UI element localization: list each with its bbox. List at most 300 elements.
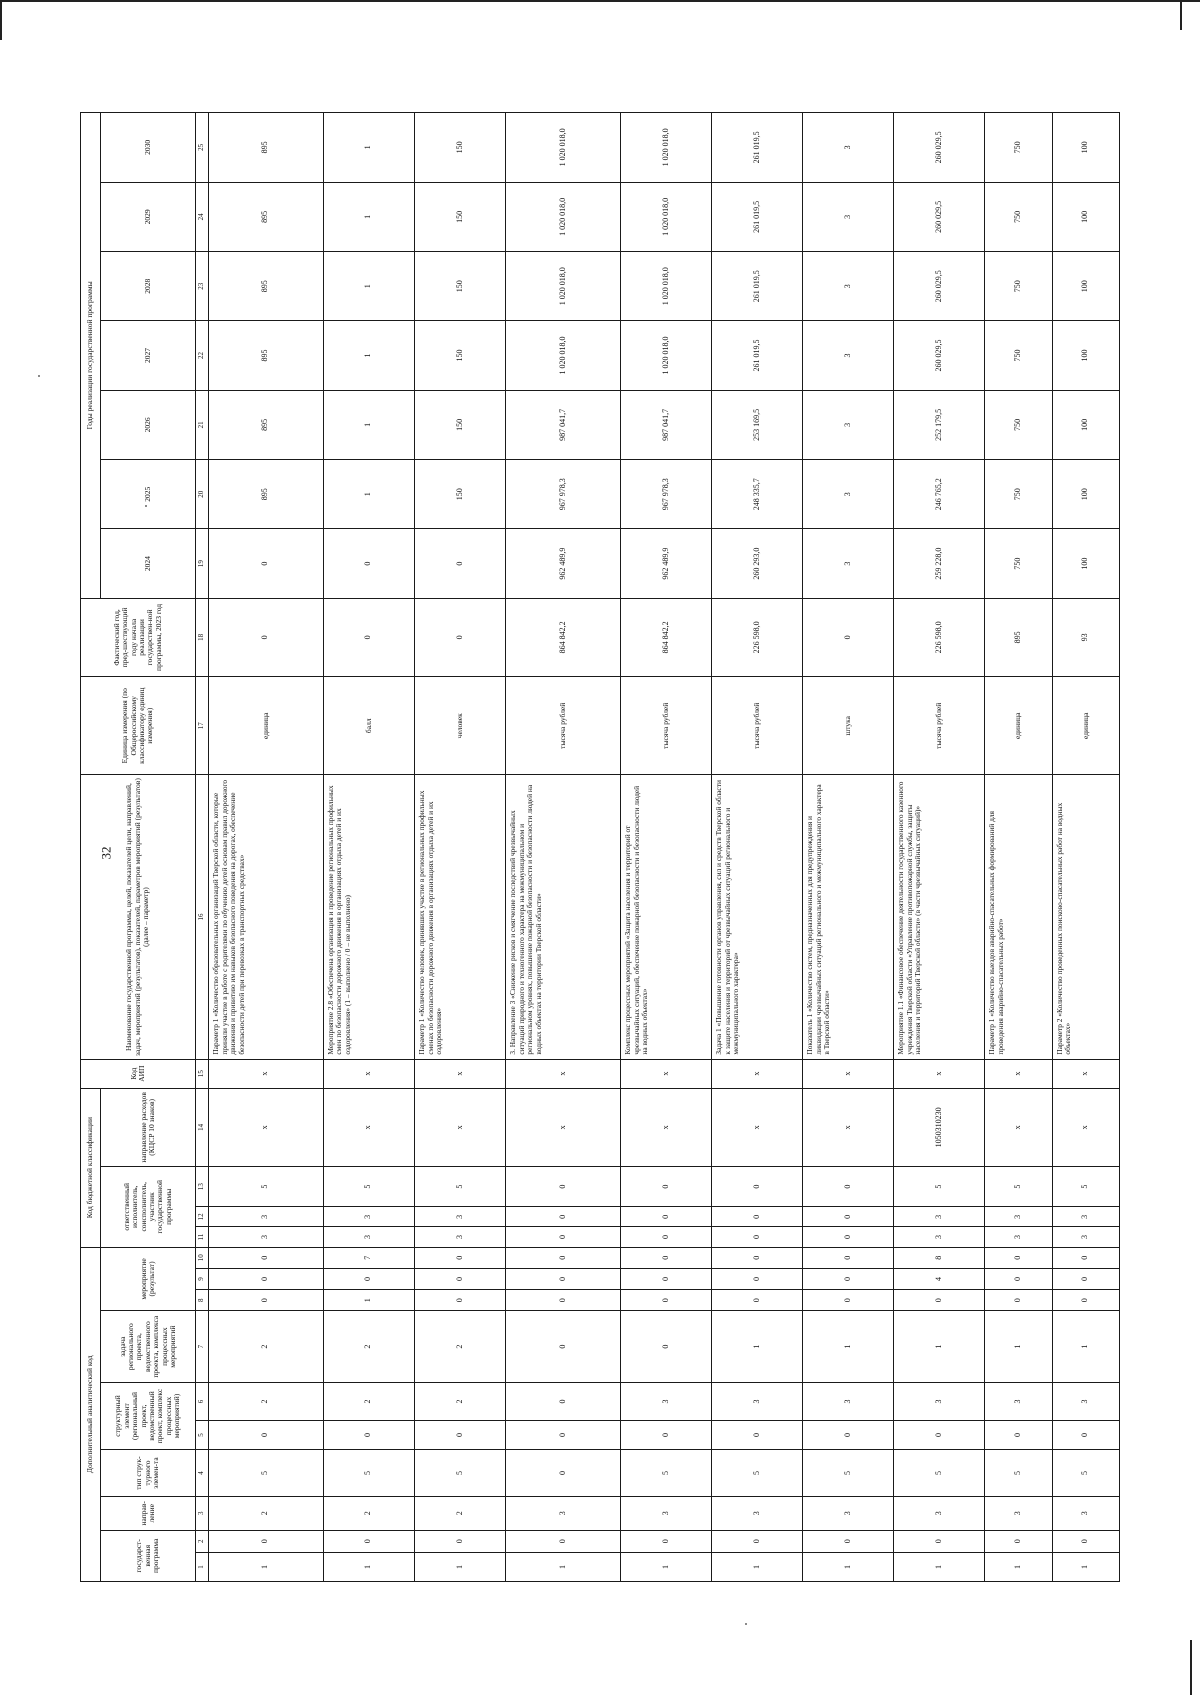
year-value-cell: 750 [985,182,1052,251]
aip-code: x [1052,1059,1119,1088]
measure-code-3: 0 [209,1247,324,1268]
executor-header: ответственный исполнитель, соисполнитель, участник государственной программы [101,1167,196,1248]
structure-element-code: 0 [985,1420,1052,1449]
executor-code-1: 3 [209,1227,324,1247]
year-value-cell: 150 [415,390,506,459]
year-value-cell: 261 019,5 [712,252,803,321]
structure-type-code: 5 [1052,1450,1119,1497]
direction-header: направ-ление [101,1497,196,1531]
column-number: 10 [196,1247,209,1268]
task-code: 0 [506,1311,621,1383]
year-value-cell: 1 [323,182,414,251]
gp-code-2: 0 [506,1530,621,1552]
gp-code-2: 0 [209,1530,324,1552]
task-code: 1 [894,1311,985,1383]
unit-cell: тысяча рублей [621,677,712,775]
executor-code-2: 3 [323,1207,414,1227]
year-header: 2024 [101,529,196,598]
year-value-cell: 895 [209,390,324,459]
measure-code-3: 0 [1052,1247,1119,1268]
item-name: 3. Направление 3 «Снижение рисков и смягчение последствий чрезвычайных ситуаций природного и техногенного характера на межмуниципальном и региональном уровнях, повышение пожарной безопасности и безопасности людей на водных объектах на территории Тверской области» [506,775,621,1059]
gp-code-2: 0 [712,1530,803,1552]
expense-direction-code: x [803,1088,894,1166]
table-row [894,113,985,1582]
column-number: 18 [196,598,209,676]
executor-code-1: 3 [894,1227,985,1247]
measure-code-2: 4 [894,1268,985,1289]
table-row [712,113,803,1582]
measure-code-3: 7 [323,1247,414,1268]
structure-element-code: 0 [209,1420,324,1449]
year-value-cell: 100 [1052,113,1119,183]
structure-element-code: 0 [803,1420,894,1449]
actual-2023-cell: 864 842,2 [621,598,712,676]
executor-code-1: 3 [415,1227,506,1247]
expense-direction-code: x [506,1088,621,1166]
executor-code-3: 5 [323,1167,414,1207]
year-value-cell: 1 020 018,0 [621,252,712,321]
year-value-cell: 260 029,5 [894,182,985,251]
aip-code: x [415,1059,506,1088]
measure-code-1: 0 [621,1290,712,1311]
gp-code: 1 [803,1552,894,1581]
actual-2023-cell: 0 [803,598,894,676]
unit-cell: единица [1052,677,1119,775]
expense-direction-header: направление расходов (КЦСР 10 знаков) [101,1088,196,1166]
year-value-cell: 150 [415,252,506,321]
year-value-cell: 0 [415,529,506,598]
direction-code: 3 [712,1497,803,1531]
direction-code: 2 [415,1497,506,1531]
gp-code: 1 [985,1552,1052,1581]
year-value-cell: 895 [209,460,324,529]
structure-element-code-2: 3 [712,1382,803,1420]
year-value-cell: 750 [985,460,1052,529]
measure-code-2: 0 [621,1268,712,1289]
executor-code-1: 3 [985,1227,1052,1247]
measure-code-3: 0 [621,1247,712,1268]
year-value-cell: 252 179,5 [894,390,985,459]
gp-code-2: 0 [621,1530,712,1552]
executor-code-3: 0 [621,1167,712,1207]
aip-code: x [894,1059,985,1088]
direction-code: 3 [894,1497,985,1531]
gp-header: государст-венная программа [101,1530,196,1581]
year-value-cell: 750 [985,113,1052,183]
structure-type-code: 5 [712,1450,803,1497]
structure-type-code: 5 [894,1450,985,1497]
measure-code-2: 0 [506,1268,621,1289]
table-row [506,113,621,1582]
column-number: 6 [196,1382,209,1420]
table-row [985,113,1052,1582]
unit-cell: человек [415,677,506,775]
year-value-cell: 962 489,9 [506,529,621,598]
year-value-cell: 100 [1052,390,1119,459]
year-value-cell: 0 [209,529,324,598]
column-number: 20 [196,460,209,529]
year-value-cell: 261 019,5 [712,321,803,390]
year-value-cell: 895 [209,113,324,183]
task-code: 0 [621,1311,712,1383]
table-row [621,113,712,1582]
year-value-cell: 248 335,7 [712,460,803,529]
gp-code-2: 0 [415,1530,506,1552]
year-value-cell: 750 [985,321,1052,390]
item-name: Параметр 1 «Количество человек, принявших участие в региональных профильных сменах по безопасности дорожного движения в организациях отдыха детей и их оздоровления» [415,775,506,1059]
gp-code-2: 0 [803,1530,894,1552]
measure-code-1: 1 [323,1290,414,1311]
year-value-cell: 3 [803,252,894,321]
measure-code-3: 0 [506,1247,621,1268]
executor-code-3: 5 [1052,1167,1119,1207]
year-value-cell: 100 [1052,529,1119,598]
direction-code: 3 [1052,1497,1119,1531]
year-value-cell: 150 [415,321,506,390]
item-name: Параметр 2 «Количество проведенных поисково-спасательных работ на водных объектах» [1052,775,1119,1059]
column-number: 12 [196,1207,209,1227]
column-number: 3 [196,1497,209,1531]
gp-code: 1 [415,1552,506,1581]
year-header: 2026 [101,390,196,459]
year-header: 2030 [101,113,196,183]
item-name: Комплекс процессных мероприятий «Защита населения и территорий от чрезвычайных ситуаций, обеспечение пожарной безопасности и безопасности людей на водных объектах» [621,775,712,1059]
unit-header: Единица измерения (по Общероссийскому классификатору единиц измерения) [81,677,196,775]
structure-type-code: 0 [506,1450,621,1497]
year-value-cell: 1 020 018,0 [621,182,712,251]
item-name: Мероприятие 2.8 «Обеспечена организация и проведение региональных профильных смен по безопасности дорожного движения в организациях отдыха детей и их оздоровления» (1 – выполнено / 0 – не выполнено) [323,775,414,1059]
gp-code: 1 [621,1552,712,1581]
unit-cell: тысяча рублей [712,677,803,775]
year-value-cell: 260 029,5 [894,252,985,321]
executor-code-2: 3 [1052,1207,1119,1227]
page-number: 32 [98,846,114,860]
year-value-cell: 259 228,0 [894,529,985,598]
direction-code: 3 [621,1497,712,1531]
expense-direction-code: x [712,1088,803,1166]
item-name: Параметр 1 «Количество образовательных организаций Тверской области, которые приняли участие в работе с родителями по обучению детей основам правил дорожного движения и привитию им навыков безопасного поведения на дорогах, обеспечение безопасности детей при перевозках в транспортных средствах» [209,775,324,1059]
scan-edge-bottom [1190,1640,1192,1695]
actual-2023-cell: 0 [415,598,506,676]
unit-cell: балл [323,677,414,775]
year-value-cell: 967 978,3 [506,460,621,529]
table-row [1052,113,1119,1582]
year-value-cell: 1 020 018,0 [506,252,621,321]
year-value-cell: 1 [323,390,414,459]
unit-cell: тысяча рублей [894,677,985,775]
actual-2023-cell: 0 [209,598,324,676]
expense-direction-code: x [415,1088,506,1166]
column-number: 23 [196,252,209,321]
year-value-cell: 150 [415,182,506,251]
column-number: 1 [196,1552,209,1581]
actual-2023-cell: 0 [323,598,414,676]
aip-code: x [985,1059,1052,1088]
executor-code-3: 5 [894,1167,985,1207]
structure-type-code: 5 [323,1450,414,1497]
year-header: 2025 [101,460,196,529]
year-value-cell: 895 [209,252,324,321]
executor-code-2: 3 [209,1207,324,1227]
executor-code-3: 0 [506,1167,621,1207]
year-value-cell: 100 [1052,321,1119,390]
actual-2023-header: Фактический год, пред-шествующий году начала реализации государствен-ной программы, 2023 год [81,598,196,676]
year-value-cell: 895 [209,182,324,251]
year-value-cell: 895 [209,321,324,390]
measure-code-2: 0 [323,1268,414,1289]
actual-2023-cell: 226 598,0 [712,598,803,676]
column-number: 24 [196,182,209,251]
structure-element-code-2: 2 [323,1382,414,1420]
year-header: 2028 [101,252,196,321]
year-value-cell: 1 020 018,0 [506,182,621,251]
structure-element-code: 0 [712,1420,803,1449]
table-row [415,113,506,1582]
name-header: Наименование государственной программы, целей, показателей цели, направлений, задач, мероприятий (результатов), показателей, параметров мероприятий (результатов) (далее – параметр) [81,775,196,1059]
unit-cell: тысяча рублей [506,677,621,775]
column-number: 11 [196,1227,209,1247]
structure-element-code-2: 3 [1052,1382,1119,1420]
unit-cell: единица [985,677,1052,775]
actual-2023-cell: 226 598,0 [894,598,985,676]
year-value-cell: 3 [803,182,894,251]
year-header: 2029 [101,182,196,251]
structure-type-code: 5 [621,1450,712,1497]
executor-code-2: 3 [415,1207,506,1227]
structure-type-header: тип струк-турного элемен-та [101,1450,196,1497]
year-value-cell: 3 [803,529,894,598]
actual-2023-cell: 864 842,2 [506,598,621,676]
measure-code-1: 0 [712,1290,803,1311]
executor-code-1: 3 [1052,1227,1119,1247]
structure-element-code: 0 [415,1420,506,1449]
year-header: 2027 [101,321,196,390]
structure-type-code: 5 [985,1450,1052,1497]
table-row [803,113,894,1582]
column-number: 16 [196,775,209,1059]
structure-element-code-2: 2 [415,1382,506,1420]
structure-element-code-2: 3 [985,1382,1052,1420]
task-code: 2 [323,1311,414,1383]
executor-code-1: 3 [323,1227,414,1247]
structure-element-code: 0 [506,1420,621,1449]
program-table [80,112,1120,1582]
aip-code: x [712,1059,803,1088]
expense-direction-code: 1050310230 [894,1088,985,1166]
direction-code: 3 [985,1497,1052,1531]
gp-code: 1 [712,1552,803,1581]
measure-code-1: 0 [803,1290,894,1311]
measure-code-3: 0 [985,1247,1052,1268]
year-value-cell: 0 [323,529,414,598]
executor-code-1: 0 [621,1227,712,1247]
aip-code: x [803,1059,894,1088]
measure-code-1: 0 [209,1290,324,1311]
column-number: 14 [196,1088,209,1166]
measure-code-1: 0 [1052,1290,1119,1311]
gp-code: 1 [1052,1552,1119,1581]
gp-code-2: 0 [323,1530,414,1552]
year-value-cell: 987 041,7 [506,390,621,459]
measure-code-1: 0 [894,1290,985,1311]
structure-type-code: 5 [415,1450,506,1497]
year-value-cell: 1 020 018,0 [621,321,712,390]
years-header: Годы реализации государственной программы [81,113,101,599]
structure-element-code: 0 [621,1420,712,1449]
measure-code-2: 0 [209,1268,324,1289]
expense-direction-code: x [323,1088,414,1166]
year-value-cell: 750 [985,390,1052,459]
year-value-cell: 260 293,0 [712,529,803,598]
year-value-cell: 1 020 018,0 [506,321,621,390]
column-number: 13 [196,1167,209,1207]
year-value-cell: 253 169,5 [712,390,803,459]
direction-code: 2 [209,1497,324,1531]
task-header: задача регионального проекта, ведомственного проекта, комплекса процессных мероприятий [101,1311,196,1383]
measure-code-2: 0 [803,1268,894,1289]
scan-speck [38,375,40,377]
executor-code-2: 0 [621,1207,712,1227]
year-value-cell: 967 978,3 [621,460,712,529]
structure-element-code-2: 0 [506,1382,621,1420]
gp-code: 1 [323,1552,414,1581]
year-value-cell: 261 019,5 [712,182,803,251]
structure-type-code: 5 [803,1450,894,1497]
expense-direction-code: x [209,1088,324,1166]
executor-code-2: 0 [712,1207,803,1227]
measure-code-2: 0 [985,1268,1052,1289]
executor-code-3: 0 [803,1167,894,1207]
column-number-row [196,113,209,1582]
measure-code-2: 0 [415,1268,506,1289]
column-number: 7 [196,1311,209,1383]
gp-code: 1 [894,1552,985,1581]
year-value-cell: 3 [803,113,894,183]
column-number: 4 [196,1450,209,1497]
executor-code-2: 0 [506,1207,621,1227]
scan-speck [745,1623,747,1625]
expense-direction-code: x [985,1088,1052,1166]
executor-code-1: 0 [506,1227,621,1247]
gp-code: 1 [506,1552,621,1581]
executor-code-2: 0 [803,1207,894,1227]
actual-2023-cell: 93 [1052,598,1119,676]
column-number: 25 [196,113,209,183]
column-number: 15 [196,1059,209,1088]
column-number: 22 [196,321,209,390]
aip-code: x [323,1059,414,1088]
expense-direction-code: x [1052,1088,1119,1166]
executor-code-3: 0 [712,1167,803,1207]
year-value-cell: 750 [985,252,1052,321]
scan-edge-left [0,0,2,40]
year-value-cell: 1 [323,460,414,529]
year-value-cell: 261 019,5 [712,113,803,183]
measure-code-3: 8 [894,1247,985,1268]
gp-code-2: 0 [894,1530,985,1552]
direction-code: 3 [803,1497,894,1531]
structure-element-code-2: 3 [894,1382,985,1420]
aip-code: x [621,1059,712,1088]
expense-direction-code: x [621,1088,712,1166]
column-number: 8 [196,1290,209,1311]
measure-header: мероприятие (результат) [101,1247,196,1311]
direction-code: 3 [506,1497,621,1531]
table-row [209,113,324,1582]
structure-element-header: структурный элемент (региональный проект, ведомственный проект, комплекс процессных мероприятий) [101,1382,196,1449]
actual-2023-cell: 895 [985,598,1052,676]
task-code: 2 [209,1311,324,1383]
rotated-table-container [80,112,1120,1582]
year-value-cell: 750 [985,529,1052,598]
aip-code: x [506,1059,621,1088]
year-value-cell: 962 489,9 [621,529,712,598]
measure-code-1: 0 [985,1290,1052,1311]
aip-code: x [209,1059,324,1088]
structure-element-code-2: 2 [209,1382,324,1420]
year-value-cell: 100 [1052,460,1119,529]
table-row [323,113,414,1582]
year-value-cell: 3 [803,460,894,529]
column-number: 21 [196,390,209,459]
item-name: Задача 1 «Повышение готовности органов управления, сил и средств Тверской области к защите населения и территорий от чрезвычайных ситуаций регионального и межмуниципального характера» [712,775,803,1059]
column-number: 17 [196,677,209,775]
structure-type-code: 5 [209,1450,324,1497]
structure-element-code: 0 [894,1420,985,1449]
measure-code-3: 0 [803,1247,894,1268]
direction-code: 2 [323,1497,414,1531]
column-number: 19 [196,529,209,598]
column-number: 5 [196,1420,209,1449]
task-code: 1 [803,1311,894,1383]
unit-cell: единица [209,677,324,775]
unit-cell: штука [803,677,894,775]
task-code: 2 [415,1311,506,1383]
gp-code-2: 0 [1052,1530,1119,1552]
year-value-cell: 1 020 018,0 [621,113,712,183]
gp-code-2: 0 [985,1530,1052,1552]
measure-code-3: 0 [712,1247,803,1268]
task-code: 1 [985,1311,1052,1383]
executor-code-3: 5 [415,1167,506,1207]
year-value-cell: 246 765,2 [894,460,985,529]
analytic-code-header: Дополнительный аналитический код [81,1247,101,1581]
column-number: 2 [196,1530,209,1552]
executor-code-3: 5 [985,1167,1052,1207]
year-value-cell: 1 [323,252,414,321]
structure-element-code: 0 [1052,1420,1119,1449]
structure-element-code-2: 3 [803,1382,894,1420]
executor-code-2: 3 [985,1207,1052,1227]
year-value-cell: 1 [323,113,414,183]
task-code: 1 [1052,1311,1119,1383]
measure-code-1: 0 [506,1290,621,1311]
item-name: Параметр 1 «Количество выездов аварийно-спасательных формирований для проведения аварийно-спасательных работ» [985,775,1052,1059]
executor-code-1: 0 [712,1227,803,1247]
structure-element-code: 0 [323,1420,414,1449]
measure-code-2: 0 [712,1268,803,1289]
year-value-cell: 3 [803,390,894,459]
executor-code-2: 3 [894,1207,985,1227]
structure-element-code-2: 3 [621,1382,712,1420]
budget-code-header: Код бюджетной классификации [81,1088,101,1247]
year-value-cell: 100 [1052,252,1119,321]
scan-edge-top [0,0,1200,2]
scan-edge-right [1180,0,1182,30]
year-value-cell: 100 [1052,182,1119,251]
task-code: 1 [712,1311,803,1383]
gp-code: 1 [209,1552,324,1581]
